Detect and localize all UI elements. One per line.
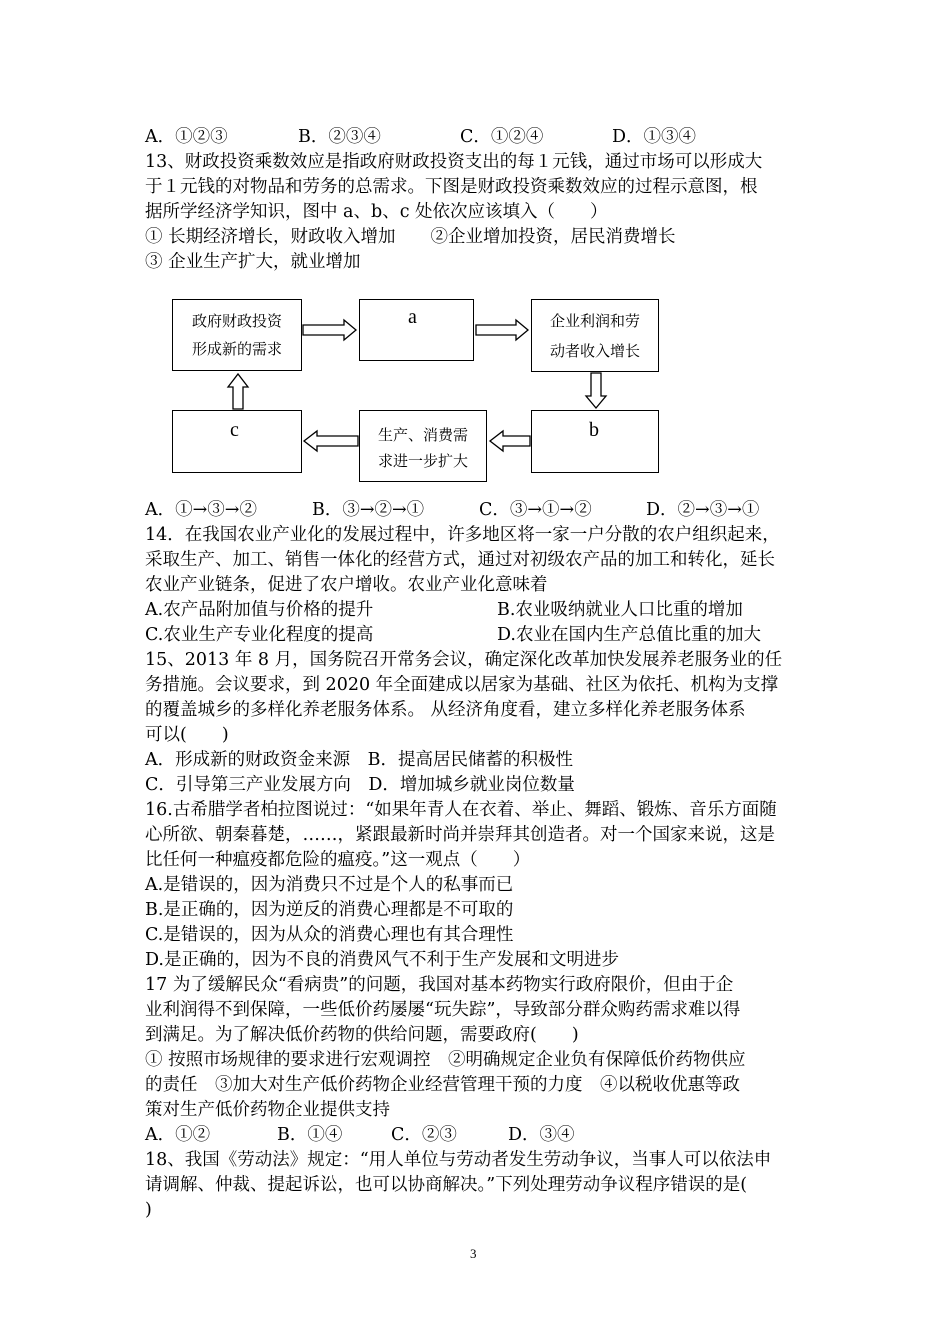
q16-line: C.是错误的，因为从众的消费心理也有其合理性 bbox=[145, 925, 514, 945]
q12-option-a: A．①②③ bbox=[145, 127, 228, 147]
q15-line: 15、2013 年 8 月，国务院召开常务会议，确定深化改革加快发展养老服务业的任 bbox=[145, 650, 783, 670]
q16-line: 16.古希腊学者柏拉图说过：“如果年青人在衣着、举止、舞蹈、锻炼、音乐方面随 bbox=[145, 800, 777, 820]
q14-option-c: C.农业生产专业化程度的提高 bbox=[145, 625, 374, 645]
q17-line: 的责任 ③加大对生产低价药物企业经营管理干预的力度 ④以税收优惠等政 bbox=[145, 1075, 740, 1095]
box1-line1: 政府财政投资 bbox=[191, 312, 282, 330]
q17-option-b: B．①④ bbox=[277, 1125, 343, 1145]
q17-option-d: D．③④ bbox=[508, 1125, 575, 1145]
q16-line: B.是正确的，因为逆反的消费心理都是不可取的 bbox=[145, 900, 514, 920]
arrow-right-1 bbox=[303, 320, 356, 340]
arrow-down bbox=[586, 373, 606, 408]
q13-option-c: C．③→①→② bbox=[479, 500, 592, 520]
q17-line: 17 为了缓解民众“看病贵”的问题，我国对基本药物实行政府限价，但由于企 bbox=[145, 975, 734, 995]
q13-option-b: B．③→②→① bbox=[312, 500, 425, 520]
q17-line: 到满足。为了解决低价药物的供给问题，需要政府( ) bbox=[145, 1025, 579, 1045]
q14-option-b: B.农业吸纳就业人口比重的增加 bbox=[497, 600, 743, 620]
q15-line: 务措施。会议要求，到 2020 年全面建成以居家为基础、社区为依托、机构为支撑 bbox=[145, 675, 779, 695]
arrow-right-2 bbox=[476, 320, 528, 340]
q17-option-c: C．②③ bbox=[391, 1125, 457, 1145]
q14-line: 农业产业链条，促进了农户增收。农业产业化意味着 bbox=[145, 575, 548, 595]
q13-option-a: A．①→③→② bbox=[145, 500, 257, 520]
q13-line: 于１元钱的对物品和劳务的总需求。下图是财政投资乘数效应的过程示意图，根 bbox=[145, 177, 758, 197]
q15-line: C．引导第三产业发展方向 D．增加城乡就业岗位数量 bbox=[145, 775, 575, 795]
q13-line: ③ 企业生产扩大，就业增加 bbox=[145, 252, 361, 272]
q15-line: 的覆盖城乡的多样化养老服务体系。 从经济角度看，建立多样化养老服务体系 bbox=[145, 700, 746, 720]
box-c-label: c bbox=[230, 419, 239, 441]
arrow-left-1 bbox=[490, 431, 530, 451]
q13-option-d: D．②→③→① bbox=[646, 500, 760, 520]
q14-option-a: A.农产品附加值与价格的提升 bbox=[145, 600, 374, 620]
q18-line: 18、我国《劳动法》规定：“用人单位与劳动者发生劳动争议，当事人可以依法申 bbox=[145, 1150, 772, 1170]
q13-line: 13、财政投资乘数效应是指政府财政投资支出的每１元钱，通过市场可以形成大 bbox=[145, 152, 763, 172]
q12-option-c: C．①②④ bbox=[460, 127, 544, 147]
q16-line: 心所欲、朝秦暮楚，……，紧跟最新时尚并崇拜其创造者。对一个国家来说，这是 bbox=[145, 825, 775, 845]
q18-line: ) bbox=[145, 1200, 152, 1220]
arrow-left-2 bbox=[304, 431, 358, 451]
box3-line1: 企业利润和劳 bbox=[549, 312, 640, 330]
q16-line: D.是正确的，因为不良的消费风气不利于生产发展和文明进步 bbox=[145, 950, 619, 970]
q18-line: 请调解、仲裁、提起诉讼，也可以协商解决。”下列处理劳动争议程序错误的是( bbox=[145, 1175, 748, 1195]
q14-option-d: D.农业在国内生产总值比重的加大 bbox=[497, 625, 761, 645]
q14-line: 14．在我国农业产业化的发展过程中，许多地区将一家一户分散的农户组织起来， bbox=[145, 525, 780, 545]
q13-line: ① 长期经济增长，财政收入增加 ②企业增加投资，居民消费增长 bbox=[145, 227, 676, 247]
q17-option-a: A．①② bbox=[145, 1125, 211, 1145]
box-a-label: a bbox=[408, 306, 417, 328]
q17-line: 业利润得不到保障，一些低价药屡屡“玩失踪”，导致部分群众购药需求难以得 bbox=[145, 1000, 741, 1020]
q17-line: ① 按照市场规律的要求进行宏观调控 ②明确规定企业负有保障低价药物供应 bbox=[145, 1050, 746, 1070]
q15-line: A．形成新的财政资金来源 B．提高居民储蓄的积极性 bbox=[145, 750, 573, 770]
page-number: 3 bbox=[470, 1246, 477, 1261]
arrow-up bbox=[228, 374, 248, 409]
q12-option-d: D．①③④ bbox=[612, 127, 697, 147]
q13-line: 据所学经济学知识，图中 a、b、c 处依次应该填入（ ） bbox=[145, 202, 608, 222]
q16-line: 比任何一种瘟疫都危险的瘟疫。”这一观点（ ） bbox=[145, 850, 531, 870]
q14-line: 采取生产、加工、销售一体化的经营方式，通过对初级农产品的加工和转化，延长 bbox=[145, 550, 775, 570]
box1-line2: 形成新的需求 bbox=[191, 340, 282, 358]
box-b-label: b bbox=[589, 419, 599, 441]
q16-line: A.是错误的，因为消费只不过是个人的私事而已 bbox=[145, 875, 514, 895]
q17-line: 策对生产低价药物企业提供支持 bbox=[145, 1100, 390, 1120]
box3-line2: 动者收入增长 bbox=[549, 342, 640, 360]
q15-line: 可以( ) bbox=[145, 725, 229, 745]
q12-option-b: B．②③④ bbox=[298, 127, 381, 147]
box5-line1: 生产、消费需 bbox=[377, 426, 468, 444]
box5-line2: 求进一步扩大 bbox=[377, 452, 468, 470]
